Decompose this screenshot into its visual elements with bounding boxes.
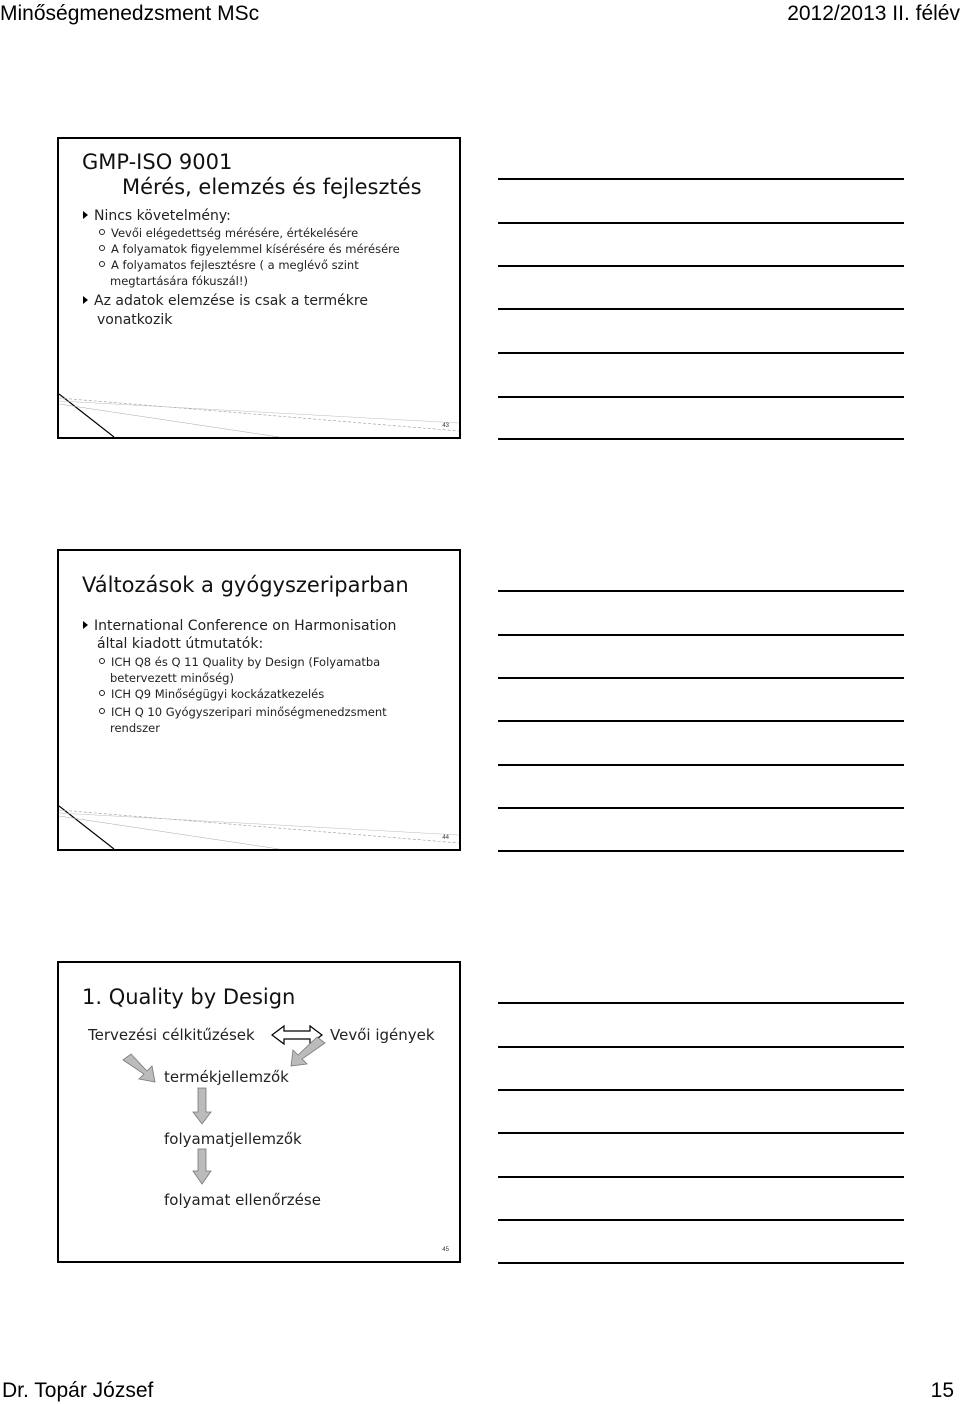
slide-title: 1. Quality by Design — [82, 985, 296, 1009]
document-header-left: Minőségmenedzsment MSc — [0, 2, 260, 25]
flow-node-needs: Vevői igények — [330, 1026, 435, 1044]
sub-bullet: A folyamatok figyelemmel kísérésére és mérésére — [99, 241, 400, 257]
sub-bullet: Vevői elégedettség mérésére, értékelésére — [99, 225, 358, 241]
arrow-bullet-icon — [83, 296, 88, 304]
arrow-bullet-icon — [83, 211, 88, 219]
slide-number: 43 — [442, 423, 449, 429]
slide-number: 45 — [442, 1247, 449, 1253]
circle-bullet-icon — [99, 658, 105, 664]
sub-bullet-continuation: megtartására fókuszál!) — [110, 274, 248, 288]
circle-bullet-icon — [99, 690, 105, 696]
slide-number: 44 — [442, 835, 449, 841]
slide-45 — [57, 961, 461, 1263]
circle-bullet-icon — [99, 229, 105, 235]
flow-node-process: folyamatjellemzők — [164, 1130, 302, 1148]
sub-bullet: ICH Q9 Minőségügyi kockázatkezelés — [99, 686, 324, 702]
document-footer-author: Dr. Topár József — [2, 1379, 154, 1402]
slide-title: Változások a gyógyszeriparban — [82, 573, 409, 597]
sub-bullet: ICH Q 10 Gyógyszeripari minőségmenedzsment — [99, 704, 387, 720]
slide-43 — [57, 137, 461, 439]
circle-bullet-icon — [99, 245, 105, 251]
sub-bullet: ICH Q8 és Q 11 Quality by Design (Folyamatba — [99, 654, 380, 670]
bullet: Nincs követelmény: — [83, 207, 231, 225]
slide-subtitle: Mérés, elemzés és fejlesztés — [122, 175, 422, 199]
sub-bullet: A folyamatos fejlesztésre ( a meglévő szint — [99, 257, 359, 273]
sub-bullet-continuation: rendszer — [110, 721, 160, 735]
bullet: Az adatok elemzése is csak a termékre — [83, 292, 368, 310]
bullet-continuation: vonatkozik — [97, 312, 173, 328]
slide-44 — [57, 549, 461, 851]
flow-node-goals: Tervezési célkitűzések — [88, 1026, 255, 1044]
circle-bullet-icon — [99, 261, 105, 267]
document-header-right: 2012/2013 II. félév — [787, 2, 960, 25]
flow-node-product: termékjellemzők — [164, 1068, 289, 1086]
slide-title: GMP-ISO 9001 — [82, 150, 233, 174]
sub-bullet-continuation: betervezett minőség) — [110, 671, 234, 685]
flow-node-control: folyamat ellenőrzése — [164, 1191, 321, 1209]
bullet-continuation: által kiadott útmutatók: — [97, 636, 264, 652]
document-page-number: 15 — [930, 1379, 954, 1402]
arrow-bullet-icon — [83, 621, 88, 629]
circle-bullet-icon — [99, 708, 105, 714]
bullet: International Conference on Harmonisation — [83, 617, 396, 635]
